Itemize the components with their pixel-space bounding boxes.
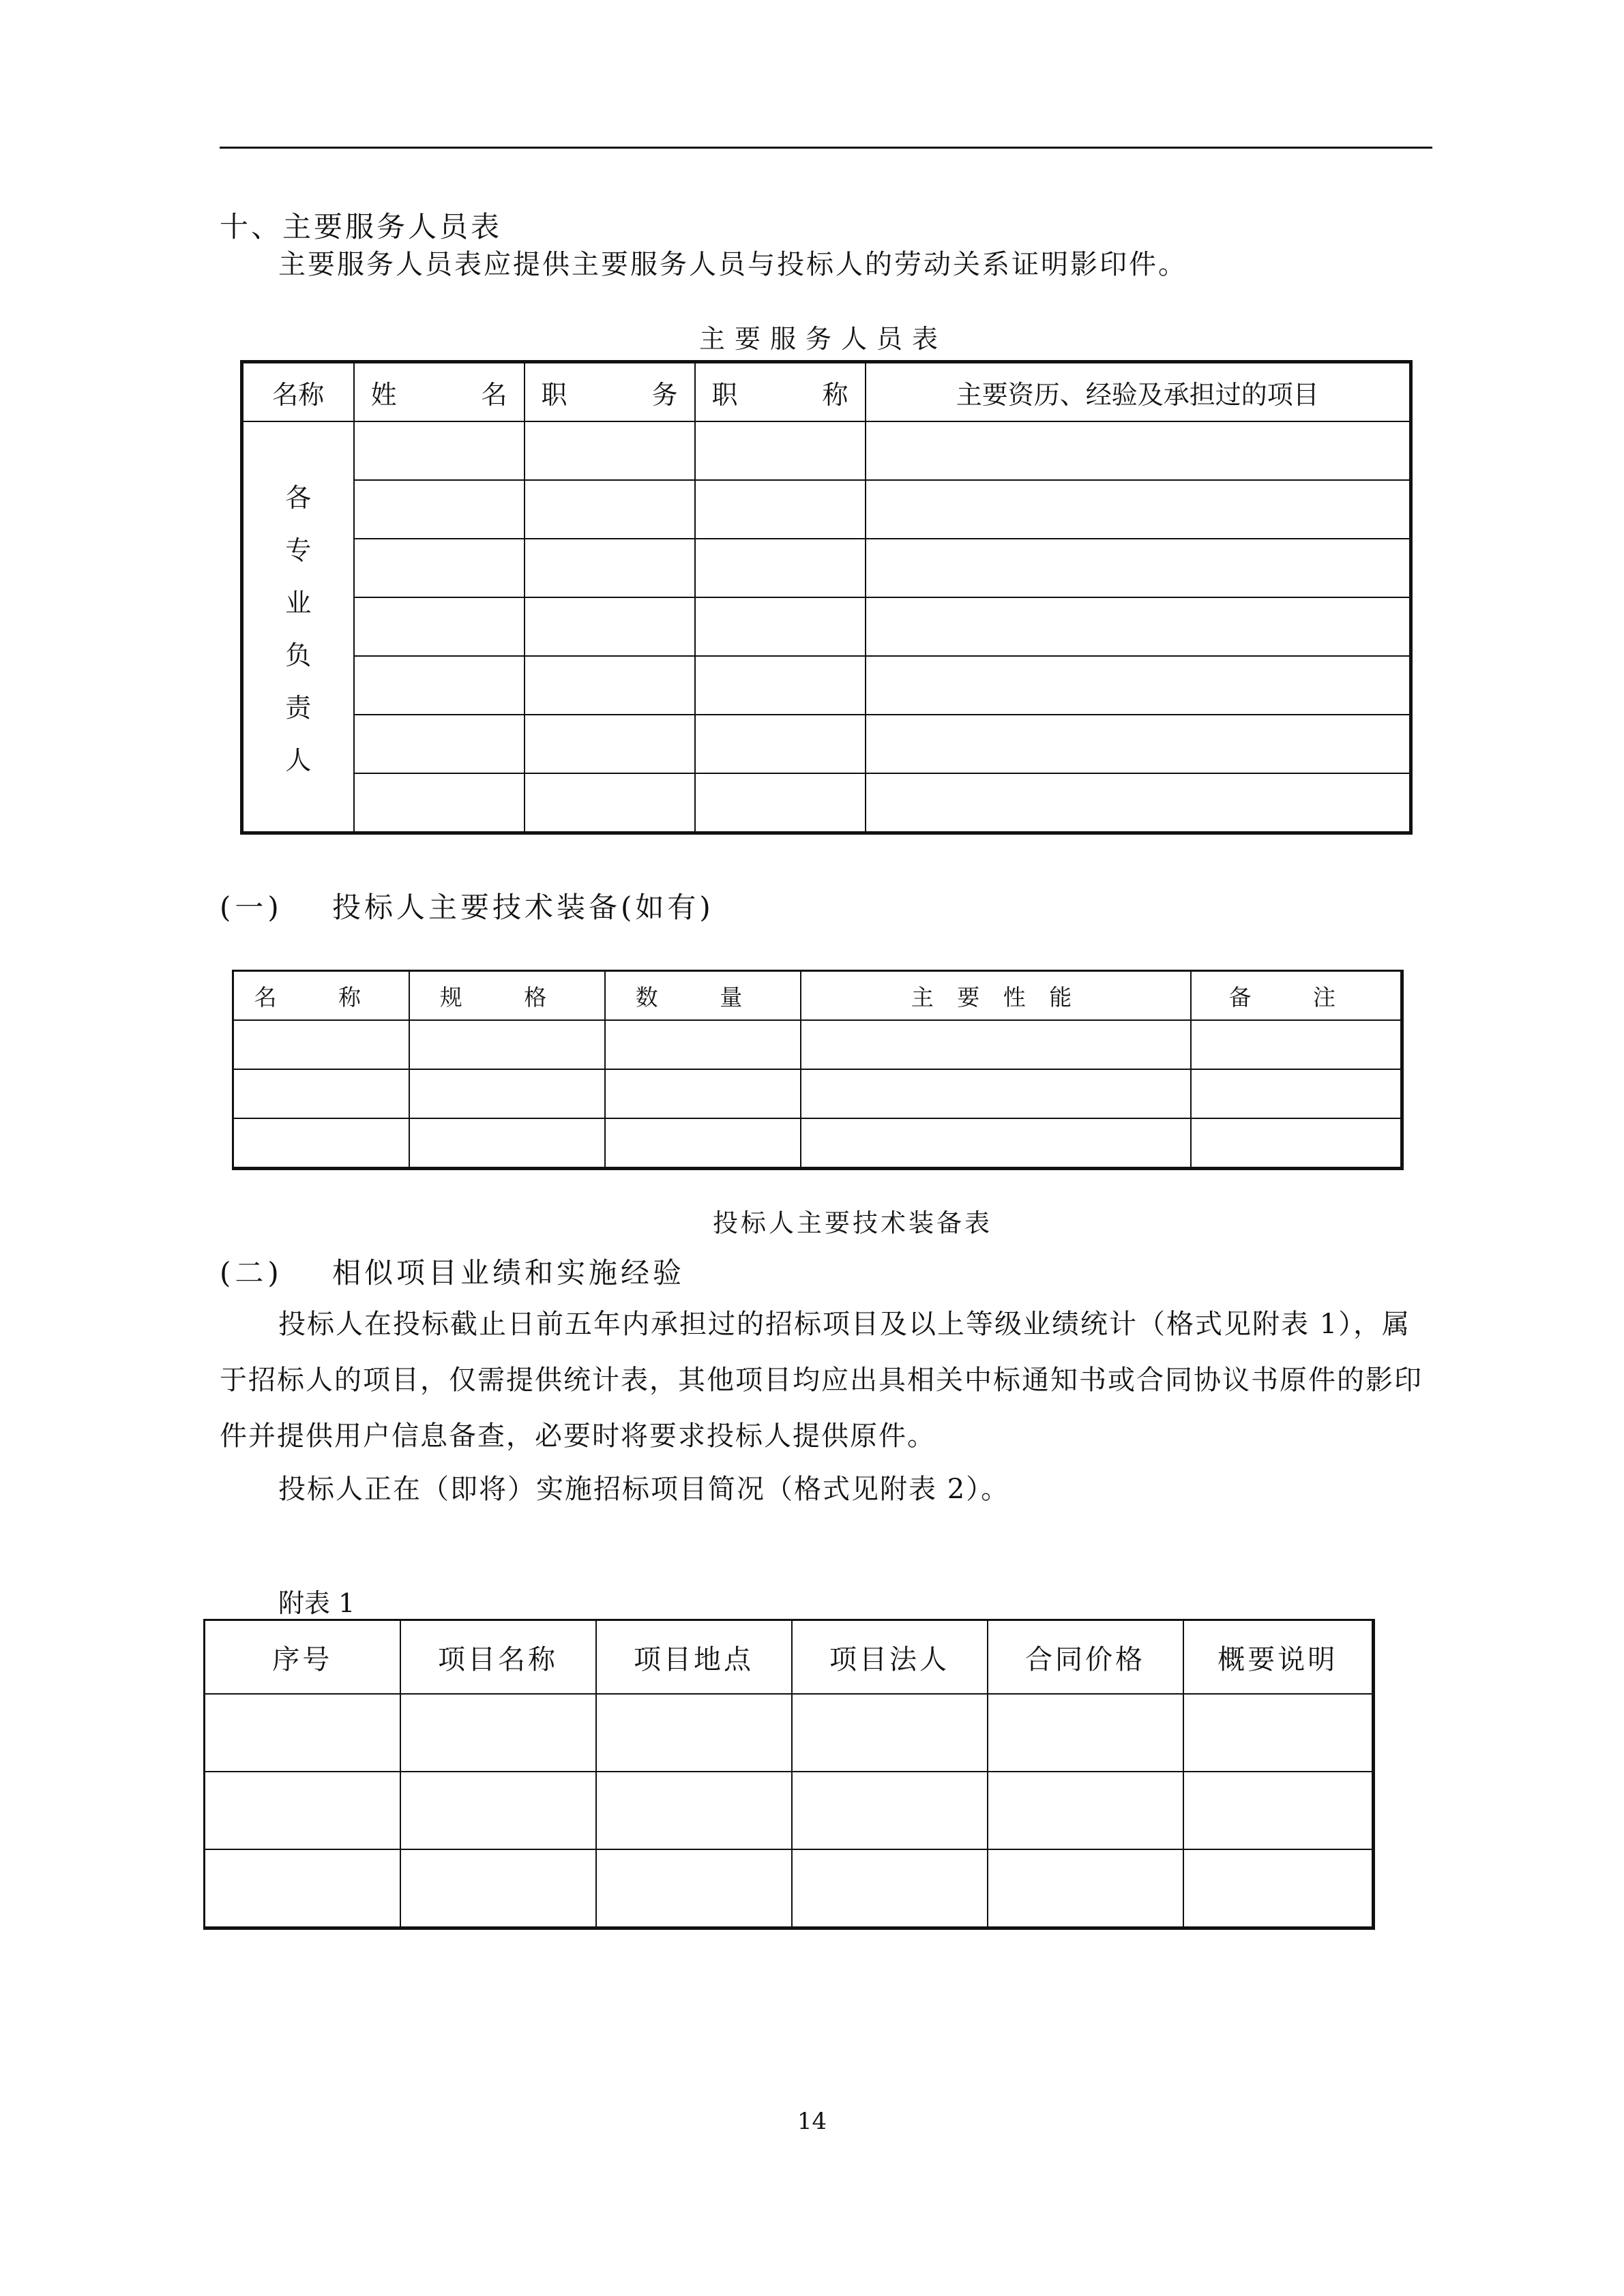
header-cell: 项目名称 bbox=[400, 1620, 596, 1695]
table-cell[interactable] bbox=[801, 1069, 1191, 1118]
experience-paragraph-line: 于招标人的项目，仅需提供统计表，其他项目均应出具相关中标通知书或合同协议书原件的影印 bbox=[220, 1365, 1423, 1396]
table-cell[interactable] bbox=[605, 1069, 801, 1118]
table-cell[interactable] bbox=[233, 1020, 409, 1069]
header-cell: 备 注 bbox=[1191, 971, 1402, 1021]
table-cell[interactable] bbox=[525, 715, 695, 773]
header-char: 称 bbox=[822, 379, 848, 410]
table-cell[interactable] bbox=[988, 1849, 1183, 1928]
table-cell[interactable] bbox=[354, 597, 525, 656]
table-cell[interactable] bbox=[792, 1772, 988, 1849]
table-cell[interactable] bbox=[792, 1849, 988, 1928]
appendix-table-header-row bbox=[205, 1620, 1374, 1695]
table-cell[interactable] bbox=[801, 1020, 1191, 1069]
equipment-table bbox=[232, 970, 1404, 1170]
table-cell[interactable] bbox=[695, 539, 866, 597]
table-row bbox=[233, 1118, 1402, 1169]
table-cell[interactable] bbox=[988, 1772, 1183, 1849]
table-cell[interactable] bbox=[596, 1694, 792, 1772]
table-cell[interactable] bbox=[792, 1694, 988, 1772]
table-cell[interactable] bbox=[205, 1849, 400, 1928]
header-cell: 项目法人 bbox=[792, 1620, 988, 1695]
table-row bbox=[242, 421, 1411, 480]
table-cell[interactable] bbox=[866, 773, 1411, 833]
table-cell[interactable] bbox=[233, 1069, 409, 1118]
table-row bbox=[242, 715, 1411, 773]
table-cell[interactable] bbox=[695, 597, 866, 656]
table-cell[interactable] bbox=[866, 597, 1411, 656]
table-cell[interactable] bbox=[605, 1020, 801, 1069]
table-cell[interactable] bbox=[354, 480, 525, 539]
table-cell[interactable] bbox=[400, 1772, 596, 1849]
table-row bbox=[242, 480, 1411, 539]
table-cell[interactable] bbox=[525, 480, 695, 539]
header-cell bbox=[695, 362, 866, 422]
table-cell[interactable] bbox=[866, 421, 1411, 480]
table-row bbox=[242, 597, 1411, 656]
table-cell[interactable] bbox=[205, 1694, 400, 1772]
table-cell[interactable] bbox=[354, 421, 525, 480]
header-char: 名 bbox=[481, 379, 507, 410]
table-cell[interactable] bbox=[409, 1118, 605, 1169]
table-row bbox=[233, 1020, 1402, 1069]
table-row bbox=[205, 1772, 1374, 1849]
table-cell[interactable] bbox=[525, 773, 695, 833]
table-cell[interactable] bbox=[354, 773, 525, 833]
table-cell[interactable] bbox=[866, 539, 1411, 597]
table-cell[interactable] bbox=[400, 1694, 596, 1772]
table-cell[interactable] bbox=[695, 656, 866, 715]
vertical-label-char: 责 bbox=[285, 693, 312, 723]
section-number: (二) bbox=[220, 1256, 283, 1289]
section-heading: 十、主要服务人员表 bbox=[220, 210, 503, 243]
table-cell[interactable] bbox=[866, 656, 1411, 715]
table-caption: 主要服务人员表 bbox=[699, 324, 948, 354]
header-char: 职 bbox=[541, 379, 567, 410]
header-cell bbox=[354, 362, 525, 422]
vertical-label-char: 业 bbox=[285, 588, 312, 618]
header-cell bbox=[525, 362, 695, 422]
table-cell[interactable] bbox=[605, 1118, 801, 1169]
table-cell[interactable] bbox=[525, 656, 695, 715]
table-cell[interactable] bbox=[354, 715, 525, 773]
table-cell[interactable] bbox=[354, 539, 525, 597]
table-cell[interactable] bbox=[1191, 1020, 1402, 1069]
vertical-label-char: 专 bbox=[285, 535, 312, 565]
table-cell[interactable] bbox=[596, 1849, 792, 1928]
table-cell[interactable] bbox=[409, 1069, 605, 1118]
table-cell[interactable] bbox=[400, 1849, 596, 1928]
page-number: 14 bbox=[797, 2108, 827, 2135]
equipment-caption: 投标人主要技术装备表 bbox=[713, 1208, 992, 1238]
equipment-table-header-row bbox=[233, 971, 1402, 1021]
table-cell[interactable] bbox=[695, 421, 866, 480]
table-cell[interactable] bbox=[525, 539, 695, 597]
experience-paragraph-line: 件并提供用户信息备查，必要时将要求投标人提供原件。 bbox=[220, 1420, 936, 1452]
header-char: 姓 bbox=[370, 379, 397, 410]
table-cell[interactable] bbox=[1183, 1772, 1374, 1849]
header-cell: 规 格 bbox=[409, 971, 605, 1021]
table-cell[interactable] bbox=[525, 597, 695, 656]
table-cell[interactable] bbox=[1183, 1694, 1374, 1772]
header-cell: 合同价格 bbox=[988, 1620, 1183, 1695]
staff-table bbox=[240, 360, 1413, 835]
table-cell[interactable] bbox=[866, 715, 1411, 773]
table-cell[interactable] bbox=[1183, 1849, 1374, 1928]
row-group-label bbox=[242, 421, 354, 833]
table-cell[interactable] bbox=[409, 1020, 605, 1069]
header-rule bbox=[220, 147, 1432, 149]
header-char: 务 bbox=[651, 379, 678, 410]
table-cell[interactable] bbox=[205, 1772, 400, 1849]
section-note: 主要服务人员表应提供主要服务人员与投标人的劳动关系证明影印件。 bbox=[278, 249, 1187, 280]
table-cell[interactable] bbox=[1191, 1118, 1402, 1169]
appendix-table bbox=[203, 1619, 1375, 1930]
section-number: (一) bbox=[220, 891, 283, 924]
table-cell[interactable] bbox=[866, 480, 1411, 539]
table-cell[interactable] bbox=[596, 1772, 792, 1849]
header-char: 职 bbox=[711, 379, 738, 410]
table-row bbox=[242, 539, 1411, 597]
header-cell: 概要说明 bbox=[1183, 1620, 1374, 1695]
experience-paragraph-line: 投标人在投标截止日前五年内承担过的招标项目及以上等级业绩统计（格式见附表 1），属 bbox=[278, 1309, 1411, 1340]
table-row bbox=[242, 773, 1411, 833]
vertical-label-char: 人 bbox=[285, 745, 312, 775]
table-row bbox=[233, 1069, 1402, 1118]
table-cell[interactable] bbox=[695, 715, 866, 773]
table-cell[interactable] bbox=[354, 656, 525, 715]
table-cell[interactable] bbox=[988, 1694, 1183, 1772]
appendix-label: 附表 1 bbox=[278, 1588, 355, 1618]
header-cell: 序号 bbox=[205, 1620, 400, 1695]
table-cell[interactable] bbox=[695, 773, 866, 833]
header-cell: 主 要 性 能 bbox=[801, 971, 1191, 1021]
header-cell: 项目地点 bbox=[596, 1620, 792, 1695]
table-cell[interactable] bbox=[695, 480, 866, 539]
experience-paragraph-2: 投标人正在（即将）实施招标项目简况（格式见附表 2）。 bbox=[278, 1474, 1010, 1505]
equipment-heading bbox=[220, 885, 714, 926]
table-row bbox=[205, 1694, 1374, 1772]
staff-table-header-row bbox=[242, 362, 1411, 422]
table-cell[interactable] bbox=[525, 421, 695, 480]
section-title: 相似项目业绩和实施经验 bbox=[332, 1256, 685, 1289]
table-row bbox=[205, 1849, 1374, 1928]
vertical-label-char: 各 bbox=[285, 483, 312, 513]
table-cell[interactable] bbox=[1191, 1069, 1402, 1118]
table-cell[interactable] bbox=[233, 1118, 409, 1169]
section-title: 投标人主要技术装备(如有) bbox=[332, 891, 714, 924]
header-cell: 数 量 bbox=[605, 971, 801, 1021]
header-cell: 名 称 bbox=[233, 971, 409, 1021]
table-cell[interactable] bbox=[801, 1118, 1191, 1169]
table-row bbox=[242, 656, 1411, 715]
experience-heading bbox=[220, 1251, 685, 1292]
vertical-label-char: 负 bbox=[285, 640, 312, 670]
header-cell: 名称 bbox=[242, 362, 354, 422]
header-cell: 主要资历、经验及承担过的项目 bbox=[866, 362, 1411, 422]
